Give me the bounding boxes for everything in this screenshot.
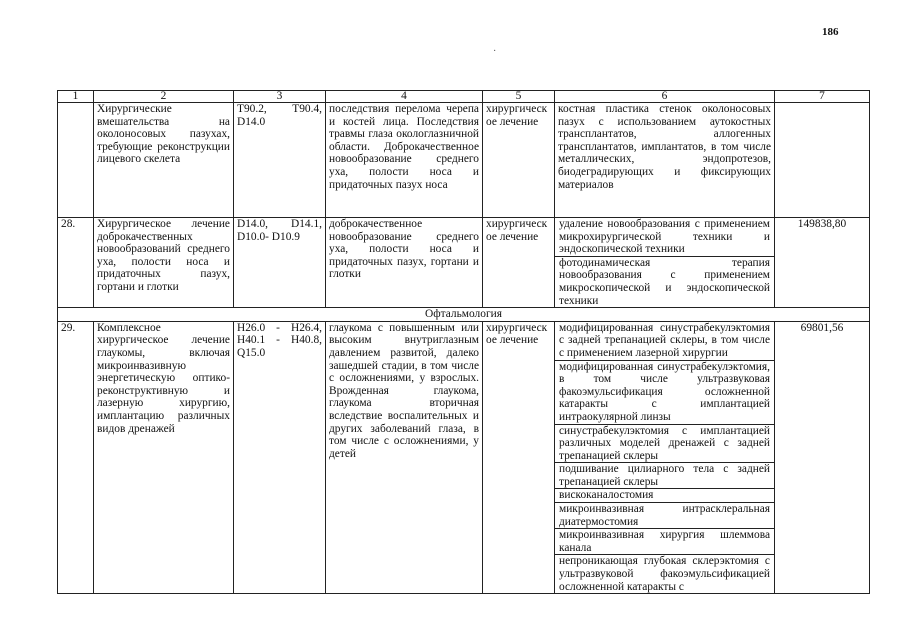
treatment-method	[555, 529, 774, 555]
treatment-method	[555, 361, 774, 425]
header-col-3: 3	[234, 91, 326, 103]
treatment-method	[555, 463, 774, 489]
treatment-type: хирургическое лечение	[483, 218, 555, 308]
patient-model: глаукома с повышенным или высоким внутриглазным давлением развитой, далеко зашедшей стадии, в том числе с осложнениями, у взрослых. Врожденная глаукома, глаукома вторичная вследствие воспалительных и других заболеваний глаза, в том числе с осложнениями, у детей	[326, 321, 483, 593]
header-col-2: 2	[94, 91, 234, 103]
header-col-1: 1	[58, 91, 94, 103]
treatment-method	[555, 555, 774, 593]
table-row	[58, 103, 870, 218]
treatment-methods	[555, 218, 775, 308]
row-number: 29.	[58, 321, 94, 593]
header-col-6: 6	[555, 91, 775, 103]
icd-codes: H26.0 - H26.4, H40.1 - H40.8, Q15.0	[234, 321, 326, 593]
treatment-method	[555, 257, 774, 307]
treatment-method-text: вискоканалостомия	[559, 489, 654, 502]
section-row	[58, 308, 870, 322]
scan-dot: ·	[493, 46, 497, 57]
treatment-method-text: непроникающая глубокая склерэктомия с ультразвуковой факоэмульсификацией осложненной катаракты с	[559, 555, 770, 593]
header-col-4: 4	[326, 91, 483, 103]
patient-model: доброкачественное новообразование среднего уха, полости носа и придаточных пазух, гортани и глотки	[326, 218, 483, 308]
table-row	[58, 218, 870, 308]
treatment-method-text: микроинвазивная интрасклеральная диатермостомия	[559, 503, 770, 528]
treatment-method-text: модифицированная синустрабекулэктомия с задней трепанацией склеры, в том числе с применением лазерной хирургии	[559, 321, 770, 359]
header-row	[58, 91, 870, 103]
treatment-method-text: синустрабекулэктомия с имплантацией различных моделей дренажей с задней трепанацией склеры	[559, 424, 770, 462]
treatment-method	[555, 503, 774, 529]
section-title: Офтальмология	[58, 308, 870, 322]
treatment-method-text: модифицированная синустрабекулэктомия, в том числе ультразвуковая факоэмульсификация осложненной катаракты с имплантацией интраокулярной линзы	[559, 360, 770, 423]
treatment-type: хирургическое лечение	[483, 321, 555, 593]
header-col-5: 5	[483, 91, 555, 103]
page-number: 186	[822, 26, 839, 38]
treatment-method	[555, 489, 774, 503]
treatment-method	[555, 322, 774, 361]
price: 69801,56	[775, 321, 870, 593]
treatment-type: хирургическое лечение	[483, 103, 555, 218]
treatment-method-text: фотодинамическая терапия новообразования с применением микроскопической и эндоскопической техники	[559, 256, 770, 307]
row-number	[58, 103, 94, 218]
treatment-methods	[555, 321, 775, 593]
price	[775, 103, 870, 218]
treatment-method-text: подшивание цилиарного тела с задней трепанацией склеры	[559, 463, 770, 488]
treatment-method	[555, 218, 774, 257]
treatment-method: костная пластика стенок околоносовых пазух с использованием аутокостных трансплантатов, аллогенных трансплантатов, имплантатов, в том числе металлических, эндопротезов, биодеградирующих и фиксирующих материалов	[555, 103, 775, 218]
table-row	[58, 321, 870, 593]
price: 149838,80	[775, 218, 870, 308]
treatment-method-text: удаление новообразования с применением микрохирургической техники и эндоскопической техники	[559, 218, 770, 256]
treatment-method	[555, 425, 774, 464]
icd-codes: T90.2, T90.4, D14.0	[234, 103, 326, 218]
service-name: Комплексное хирургическое лечение глаукомы, включая микроинвазивную энергетическую оптико-реконструктивную и лазерную хирургию, имплантацию различных видов дренажей	[94, 321, 234, 593]
patient-model: последствия перелома черепа и костей лица. Последствия травмы глаза окологлазничной области. Доброкачественное новообразование среднего уха, полости носа и придаточных пазух носа	[326, 103, 483, 218]
icd-codes: D14.0, D14.1, D10.0- D10.9	[234, 218, 326, 308]
treatment-method-text: микроинвазивная хирургия шлеммова канала	[559, 529, 770, 554]
service-name: Хирургическое лечение доброкачественных новообразований среднего уха, полости носа и придаточных пазух, гортани и глотки	[94, 218, 234, 308]
services-table	[57, 90, 870, 594]
row-number: 28.	[58, 218, 94, 308]
service-name: Хирургические вмешательства на околоносовых пазухах, требующие реконструкции лицевого скелета	[94, 103, 234, 218]
header-col-7: 7	[775, 91, 870, 103]
